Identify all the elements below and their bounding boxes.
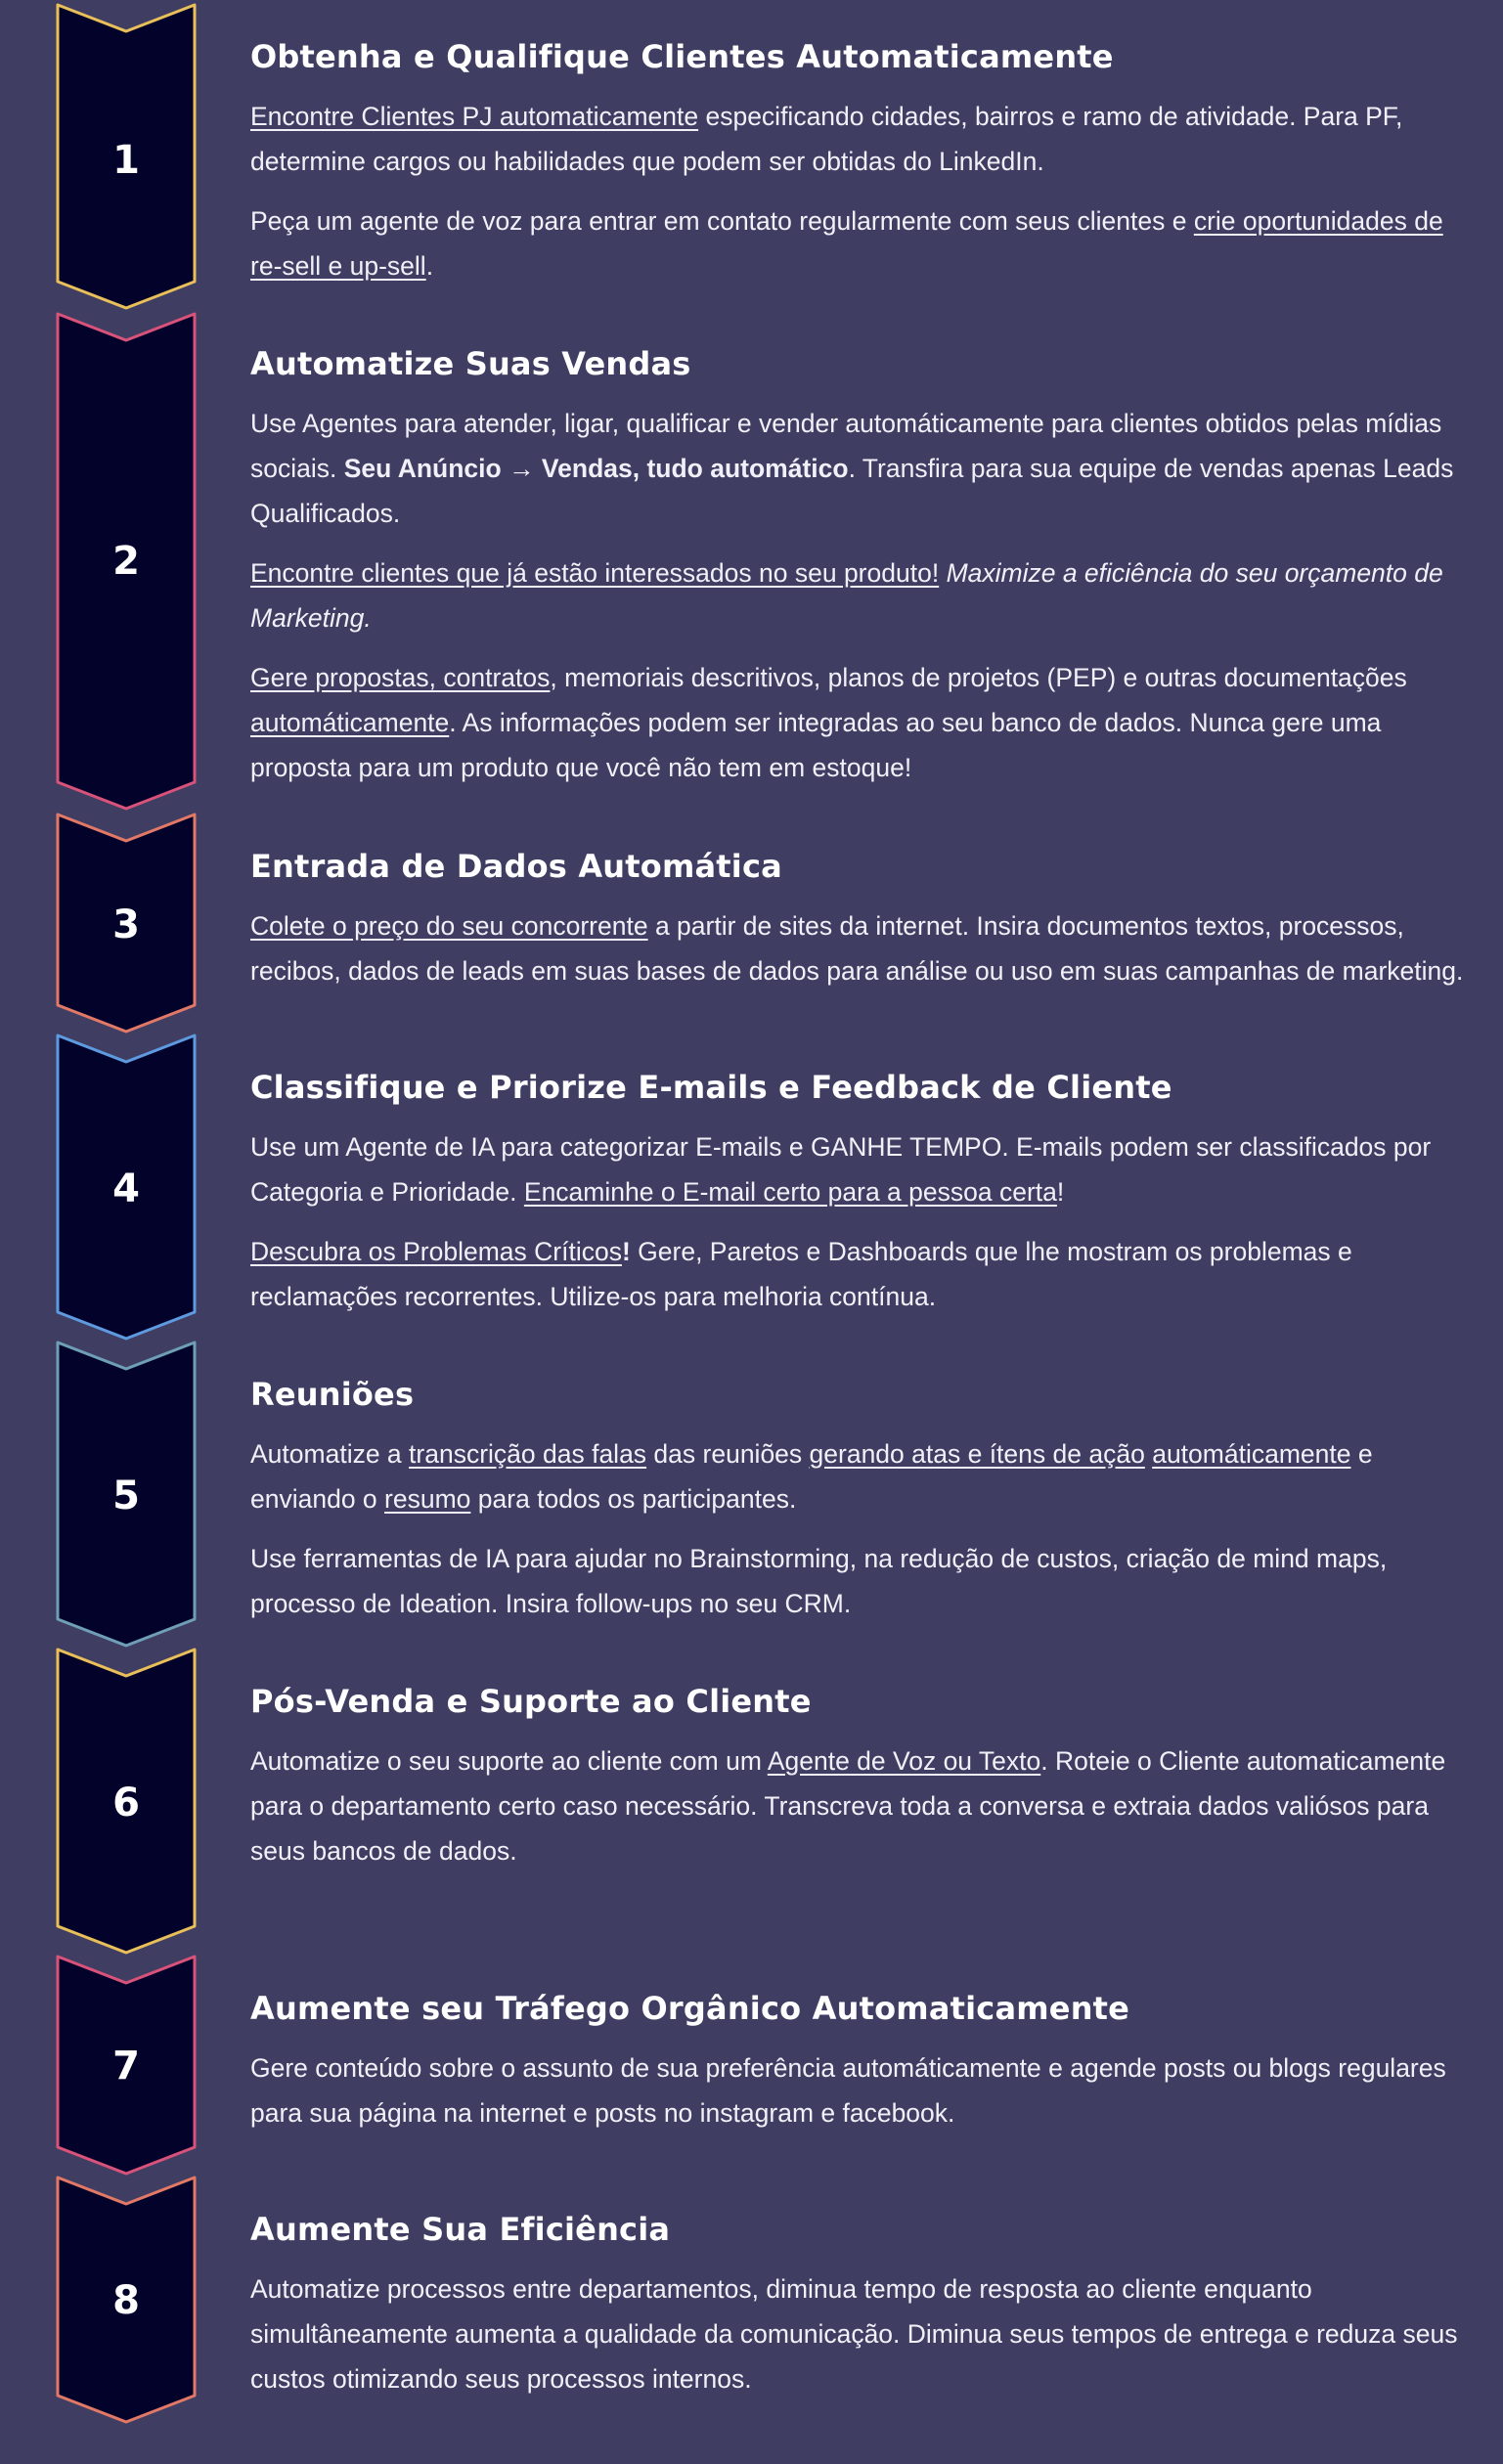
text: , memoriais descritivos, planos de projetos (PEP) e outras documentações — [550, 663, 1407, 692]
bold-text: ! — [621, 1237, 631, 1266]
step-6-content — [250, 1678, 1473, 1888]
step-7-title: Aumente seu Tráfego Orgânico Automaticamente — [250, 1990, 1130, 2027]
text: Automatize o seu suporte ao cliente com um — [250, 1746, 768, 1776]
italic-text: Maximize a eficiência do seu orçamento de Marketing. — [250, 558, 1443, 633]
step-4-title: Classifique e Priorize E-mails e Feedback de Cliente — [250, 1069, 1172, 1106]
step-number: 1 — [112, 138, 140, 183]
step-1-content — [250, 33, 1473, 303]
text: e enviando o — [250, 1439, 1373, 1514]
competitor-price-link[interactable]: Colete o preço do seu concorrente — [250, 911, 648, 941]
step-3-content — [250, 843, 1473, 1008]
step-number: 7 — [112, 2044, 140, 2089]
step-4-paragraph-2 — [250, 1229, 1473, 1319]
text: a partir de sites da internet. Insira documentos textos, processos, recibos, dados de leads em suas bases de dados para análise ou uso em suas campanhas de marketing. — [250, 911, 1464, 986]
text: Gere, Paretos e Dashboards que lhe mostram os problemas e reclamações recorrentes. Utilize-os para melhoria contínua. — [250, 1237, 1352, 1311]
route-email-link[interactable]: Encaminhe o E-mail certo para a pessoa certa — [523, 1177, 1057, 1207]
text: para todos os participantes. — [470, 1484, 797, 1514]
step-7-paragraph-1 — [250, 2046, 1473, 2135]
text — [939, 558, 946, 588]
text: ! — [1056, 1177, 1065, 1207]
find-pj-clients-link[interactable]: Encontre Clientes PJ automaticamente — [250, 102, 699, 131]
step-4-content — [250, 1064, 1473, 1334]
step-6-chevron — [57, 1649, 196, 1954]
step-number: 4 — [112, 1166, 140, 1211]
step-6-title: Pós-Venda e Suporte ao Cliente — [250, 1683, 812, 1720]
step-2-paragraph-3 — [250, 655, 1473, 790]
text: especificando cidades, bairros e ramo de atividade. Para PF, determine cargos ou habilidades que podem ser obtidas do LinkedIn. — [250, 102, 1403, 176]
step-5-chevron — [57, 1342, 196, 1647]
text: Use um Agente de IA para categorizar E-mails e GANHE TEMPO. E-mails podem ser classificados por Categoria e Prioridade. — [250, 1132, 1432, 1207]
step-4-chevron — [57, 1034, 196, 1340]
step-2-paragraph-1 — [250, 401, 1473, 536]
text: Gere conteúdo sobre o assunto de sua preferência automáticamente e agende posts ou blogs regulares para sua página na internet e posts no instagram e facebook. — [250, 2053, 1446, 2128]
step-2-title: Automatize Suas Vendas — [250, 345, 691, 382]
step-8-content — [250, 2206, 1473, 2416]
resell-upsell-link[interactable]: crie oportunidades de re-sell e up-sell — [250, 206, 1443, 281]
step-number: 5 — [112, 1474, 140, 1518]
text: Automatize a — [250, 1439, 410, 1469]
voice-text-agent-link[interactable]: Agente de Voz ou Texto — [767, 1746, 1041, 1776]
text: . Transfira para sua equipe de vendas apenas Leads Qualificados. — [250, 454, 1454, 528]
transcription-link[interactable]: transcrição das falas — [409, 1439, 647, 1469]
step-7-content — [250, 1985, 1473, 2150]
text: . — [425, 251, 434, 281]
step-number: 2 — [112, 539, 140, 584]
step-1-title: Obtenha e Qualifique Clientes Automaticamente — [250, 38, 1114, 75]
step-1-paragraph-2 — [250, 198, 1473, 288]
text: Peça um agente de voz para entrar em contato regularmente com seus clientes e — [250, 206, 1194, 236]
step-2-content — [250, 340, 1473, 805]
text: Use Agentes para atender, ligar, qualificar e vender automáticamente para clientes obtidos pelas mídias sociais. — [250, 409, 1442, 483]
text: . Roteie o Cliente automaticamente para o departamento certo caso necessário. Transcreva toda a conversa e extraia dados valiósos para seus bancos de dados. — [250, 1746, 1446, 1866]
step-5-title: Reuniões — [250, 1376, 415, 1413]
step-5-paragraph-1 — [250, 1431, 1473, 1521]
step-2-paragraph-2 — [250, 550, 1473, 640]
step-1-chevron — [57, 4, 196, 309]
step-3-paragraph-1 — [250, 903, 1473, 993]
step-number: 3 — [112, 902, 140, 947]
proposals-contracts-link[interactable]: Gere propostas, contratos — [250, 663, 551, 692]
text: . As informações podem ser integradas ao seu banco de dados. Nunca gere uma proposta para um produto que você não tem em estoque! — [250, 708, 1382, 782]
automatically-link[interactable]: automáticamente — [1152, 1439, 1351, 1469]
bold-text: Seu Anúncio → Vendas, tudo automático — [343, 454, 849, 483]
critical-problems-link[interactable]: Descubra os Problemas Críticos — [250, 1237, 622, 1266]
step-6-paragraph-1 — [250, 1738, 1473, 1873]
step-number: 6 — [112, 1781, 140, 1826]
summary-link[interactable]: resumo — [384, 1484, 471, 1514]
step-8-chevron — [57, 2177, 196, 2423]
step-5-paragraph-2 — [250, 1536, 1473, 1626]
text: Use ferramentas de IA para ajudar no Brainstorming, na redução de custos, criação de mind maps, processo de Ideation. Insira follow-ups no seu CRM. — [250, 1544, 1388, 1618]
step-number: 8 — [112, 2278, 140, 2323]
step-3-title: Entrada de Dados Automática — [250, 848, 782, 885]
automatically-link[interactable]: automáticamente — [250, 708, 450, 737]
step-1-paragraph-1 — [250, 94, 1473, 184]
step-7-chevron — [57, 1956, 196, 2175]
step-5-content — [250, 1371, 1473, 1641]
step-8-paragraph-1 — [250, 2266, 1473, 2401]
step-8-title: Aumente Sua Eficiência — [250, 2211, 671, 2248]
text: das reuniões — [646, 1439, 810, 1469]
interested-clients-link[interactable]: Encontre clientes que já estão interessados no seu produto! — [250, 558, 940, 588]
meeting-minutes-link[interactable]: gerando atas e ítens de ação — [809, 1439, 1145, 1469]
step-3-chevron — [57, 814, 196, 1033]
step-2-chevron — [57, 313, 196, 810]
step-4-paragraph-1 — [250, 1124, 1473, 1214]
text: Automatize processos entre departamentos, diminua tempo de resposta ao cliente enquanto simultâneamente aumenta a qualidade da comunicação. Diminua seus tempos de entrega e reduza seus custos otimizando seus processos internos. — [250, 2274, 1458, 2394]
